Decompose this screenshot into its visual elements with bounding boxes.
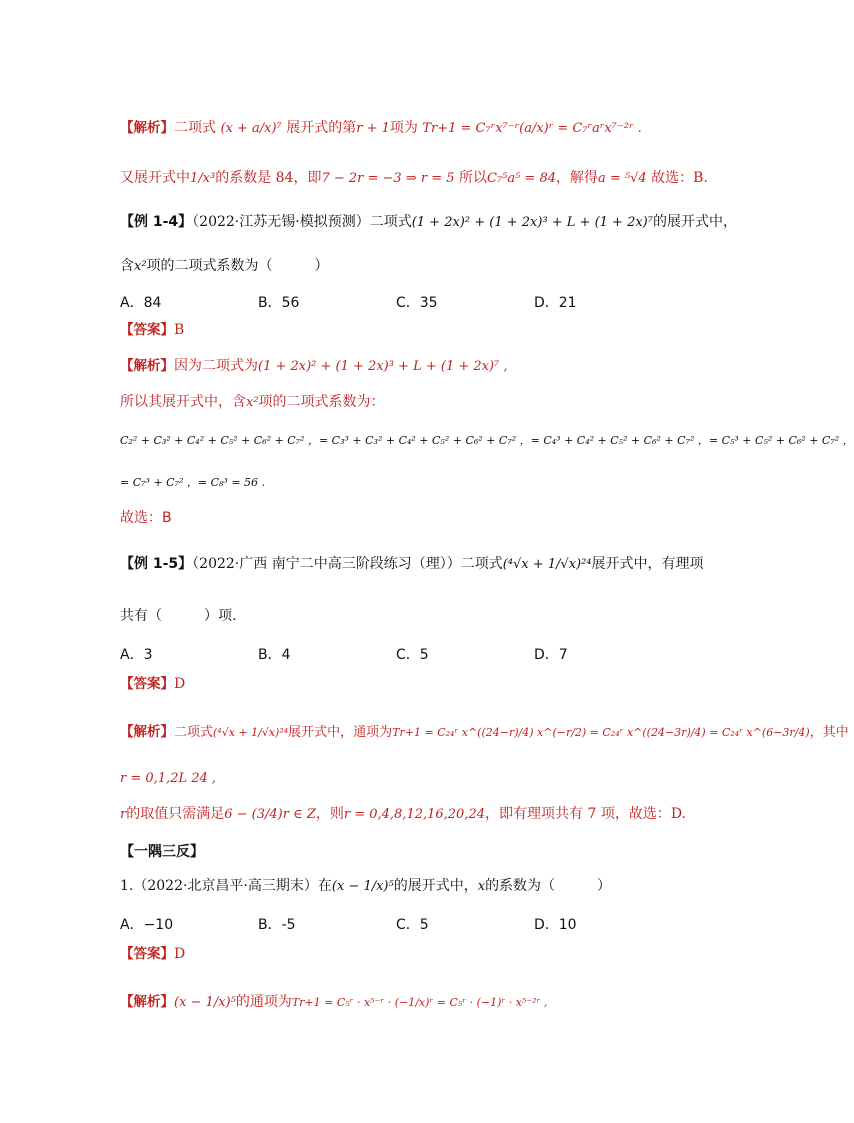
option-d: D．21 bbox=[534, 295, 577, 311]
option-b: B．-5 bbox=[258, 917, 296, 933]
solution-1-line-2: 所以其展开式中，含x²项的二项式系数为： bbox=[120, 394, 385, 410]
example-1-4-stem: 【例 1-4】（2022·江苏无锡·模拟预测）二项式(1 + 2x)² + (1 + 2x)³ + L + (1 + 2x)⁷的展开式中， bbox=[120, 214, 737, 230]
option-a: A．84 bbox=[120, 295, 162, 311]
solution-1-line-4 bbox=[120, 472, 265, 493]
analysis-tag: 【解析】 bbox=[120, 724, 174, 740]
example-1-4-stem-cont: 含x²项的二项式系数为（ ） bbox=[120, 258, 329, 274]
formula: r bbox=[120, 807, 127, 822]
solution-2-line-2 bbox=[120, 768, 216, 789]
example-1-5-stem-cont: 共有（ ）项. bbox=[120, 608, 237, 624]
formula: x² bbox=[246, 395, 259, 410]
solution-2-line-3: r的取值只需满足6 − (3/4)r ∈ Z，则r = 0,4,8,12,16,20,24，即有理项共有 7 项，故选：D. bbox=[120, 806, 686, 822]
formula: Tr+1 = C₇ʳx⁷⁻ʳ(a/x)ʳ = C₇ʳaʳx⁷⁻²ʳ . bbox=[422, 121, 642, 136]
formula: = C₇³ + C₇² ，= C₈³ = 56 . bbox=[120, 476, 266, 489]
question-1-stem: 1.（2022·北京昌平·高三期末）在(x − 1/x)⁵的展开式中，x的系数为（ ） bbox=[120, 878, 612, 894]
formula: r = 0,1,2L 24 , bbox=[120, 771, 217, 786]
formula: (x + a/x)⁷ bbox=[220, 121, 282, 136]
option-d: D．7 bbox=[534, 647, 568, 663]
formula: 1/x³ bbox=[190, 171, 216, 186]
formula: r = 0,4,8,12,16,20,24 bbox=[343, 807, 486, 822]
answer-tag: 【答案】 bbox=[120, 946, 174, 962]
formula: 7 − 2r = −3 ⇒ r = 5 bbox=[321, 171, 455, 186]
option-a: A．−10 bbox=[120, 917, 174, 933]
formula: x² bbox=[134, 259, 147, 274]
section-heading: 【一隅三反】 bbox=[120, 844, 204, 860]
option-c: C．5 bbox=[396, 917, 429, 933]
formula: (1 + 2x)² + (1 + 2x)³ + L + (1 + 2x)⁷ , bbox=[258, 359, 508, 374]
formula: r + 1 bbox=[356, 121, 390, 136]
formula: Tr+1 = C₂₄ʳ x^((24−r)/4) x^(−r/2) = C₂₄ʳ x^((24−3r)/4) = C₂₄ʳ x^(6−3r/4) bbox=[392, 726, 810, 739]
solution-3-line-1: 【解析】(x − 1/x)⁵的通项为Tr+1 = C₅ʳ · x⁵⁻ʳ · (−1/x)ʳ = C₅ʳ · (−1)ʳ · x⁵⁻²ʳ , bbox=[120, 994, 548, 1010]
formula: x bbox=[477, 879, 486, 894]
option-a: A．3 bbox=[120, 647, 153, 663]
formula: C₇⁵a⁵ = 84 bbox=[486, 171, 556, 186]
solution-2-line-1: 【解析】二项式(⁴√x + 1/√x)²⁴展开式中，通项为Tr+1 = C₂₄ʳ x^((24−r)/4) x^(−r/2) = C₂₄ʳ x^((24−3r)/4) = C₂₄ʳ x^(6−3r/4)，其中 bbox=[120, 724, 849, 740]
formula: a = ⁵√4 bbox=[598, 171, 647, 186]
formula: C₂² + C₃² + C₄² + C₅² + C₆² + C₇² ，= C₃³ + C₃² + C₄² + C₅² + C₆² + C₇² ，= C₄³ + C₄² + C₅² + C₆² + C₇² ，= C₅³ + C₅² + C₆² + C₇² ， bbox=[120, 434, 854, 447]
formula: 6 − (3/4)r ∈ Z bbox=[224, 807, 316, 822]
formula: (x − 1/x)⁵ bbox=[331, 879, 394, 894]
analysis-tag: 【解析】 bbox=[120, 120, 174, 136]
answer-tag: 【答案】 bbox=[120, 676, 174, 692]
option-d: D．10 bbox=[534, 917, 577, 933]
formula: Tr+1 = C₅ʳ · x⁵⁻ʳ · (−1/x)ʳ = C₅ʳ · (−1)ʳ · x⁵⁻²ʳ , bbox=[291, 996, 548, 1009]
solution-1-line-1: 【解析】因为二项式为(1 + 2x)² + (1 + 2x)³ + L + (1 + 2x)⁷ , bbox=[120, 358, 508, 374]
solution-line-2: 又展开式中1/x³的系数是 84，即7 − 2r = −3 ⇒ r = 5 所以C₇⁵a⁵ = 84，解得a = ⁵√4 故选：B. bbox=[120, 170, 708, 186]
example-tag: 【例 1-4】 bbox=[120, 214, 193, 230]
option-c: C．5 bbox=[396, 647, 429, 663]
solution-1-line-3 bbox=[120, 430, 854, 451]
answer-3: 【答案】D bbox=[120, 946, 186, 962]
answer-1: 【答案】B bbox=[120, 322, 185, 338]
option-b: B．56 bbox=[258, 295, 300, 311]
analysis-tag: 【解析】 bbox=[120, 994, 174, 1010]
solution-1-choice: 故选：B bbox=[120, 510, 172, 526]
formula: (1 + 2x)² + (1 + 2x)³ + L + (1 + 2x)⁷ bbox=[411, 215, 653, 230]
example-tag: 【例 1-5】 bbox=[120, 556, 193, 572]
answer-2: 【答案】D bbox=[120, 676, 186, 692]
formula: (⁴√x + 1/√x)²⁴ bbox=[213, 726, 289, 739]
solution-line-1: 【解析】二项式 (x + a/x)⁷ 展开式的第r + 1项为 Tr+1 = C₇ʳx⁷⁻ʳ(a/x)ʳ = C₇ʳaʳx⁷⁻²ʳ . bbox=[120, 120, 642, 136]
answer-tag: 【答案】 bbox=[120, 322, 174, 338]
option-b: B．4 bbox=[258, 647, 291, 663]
analysis-tag: 【解析】 bbox=[120, 358, 174, 374]
formula: (⁴√x + 1/√x)²⁴ bbox=[502, 557, 592, 572]
example-1-5-stem: 【例 1-5】（2022·广西 南宁二中高三阶段练习（理））二项式(⁴√x + 1/√x)²⁴展开式中，有理项 bbox=[120, 556, 704, 572]
option-c: C．35 bbox=[396, 295, 438, 311]
formula: (x − 1/x)⁵ bbox=[174, 995, 236, 1010]
